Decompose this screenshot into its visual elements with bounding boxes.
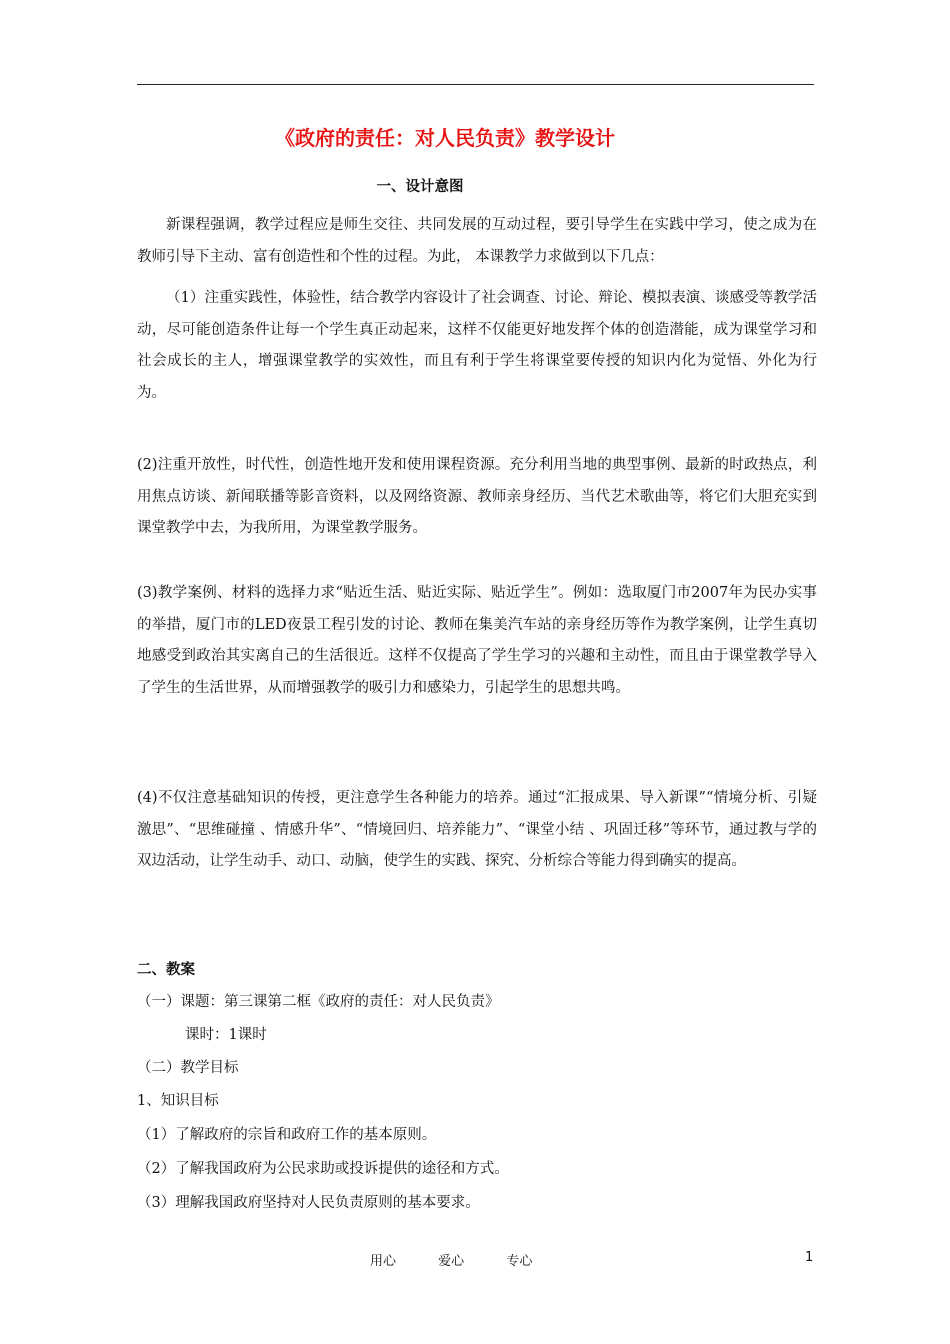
design-point-1: （1）注重实践性，体验性，结合教学内容设计了社会调查、讨论、辩论、模拟表演、谈感受等教学活动，尽可能创造条件让每一个学生真正动起来，这样不仅能更好地发挥个体的创造潜能，成为课堂学习和社会成长的主人，增强课堂教学的实效性，而且有利于学生将课堂要传授的知识内化为觉悟、外化为行为。: [137, 290, 817, 401]
knowledge-goal-2: （2）了解我国政府为公民求助或投诉提供的途径和方式。: [137, 1161, 509, 1177]
lesson-duration-line: 课时：1课时: [185, 1027, 267, 1043]
document-title: 《政府的责任：对人民负责》教学设计: [275, 126, 615, 150]
design-point-2: (2)注重开放性，时代性，创造性地开发和使用课程资源。充分利用当地的典型事例、最新的时政热点，利用焦点访谈、新闻联播等影音资料，以及网络资源、教师亲身经历、当代艺术歌曲等，将它们大胆充实到课堂教学中去，为我所用，为课堂教学服务。: [137, 457, 817, 536]
page-footer: [370, 1250, 570, 1269]
section-heading-lesson-plan: 二、教案: [137, 962, 195, 978]
design-point-3: (3)教学案例、材料的选择力求“贴近生活、贴近实际、贴近学生”。例如：选取厦门市2007年为民办实事的举措，厦门市的LED夜景工程引发的讨论、教师在集美汽车站的亲身经历等作为教学案例，让学生真切地感受到政治其实离自己的生活很近。这样不仅提高了学生学习的兴趣和主动性，而且由于课堂教学导入了学生的生活世界，从而增强教学的吸引力和感染力，引起学生的思想共鸣。: [137, 585, 817, 696]
lesson-topic-line: （一）课题：第三课第二框《政府的责任：对人民负责》: [137, 994, 500, 1010]
footer-text-item: 用心: [370, 1254, 397, 1269]
section-heading-design-intent: 一、设计意图: [376, 179, 464, 195]
knowledge-goals-heading: 1、知识目标: [137, 1093, 219, 1109]
page-number: 1: [805, 1250, 814, 1265]
footer-text-item: 爱心: [438, 1254, 465, 1269]
footer-text-item: 专心: [506, 1254, 533, 1269]
knowledge-goal-1: （1）了解政府的宗旨和政府工作的基本原则。: [137, 1127, 437, 1143]
intro-paragraph: 新课程强调，教学过程应是师生交往、共同发展的互动过程，要引导学生在实践中学习，使之成为在教师引导下主动、富有创造性和个性的过程。为此， 本课教学力求做到以下几点：: [137, 217, 817, 265]
design-point-4: (4)不仅注意基础知识的传授，更注意学生各种能力的培养。通过“汇报成果、导入新课”“情境分析、引疑激思”、“思维碰撞 、情感升华”、“情境回归、培养能力”、“课堂小结 、巩固迁移”等环节，通过教与学的双边活动，让学生动手、动口、动脑，使学生的实践、探究、分析综合等能力得到确实的提高。: [137, 790, 817, 869]
header-rule: [137, 84, 814, 85]
teaching-goals-heading: （二）教学目标: [137, 1060, 239, 1076]
knowledge-goal-3: （3）理解我国政府坚持对人民负责原则的基本要求。: [137, 1195, 480, 1211]
